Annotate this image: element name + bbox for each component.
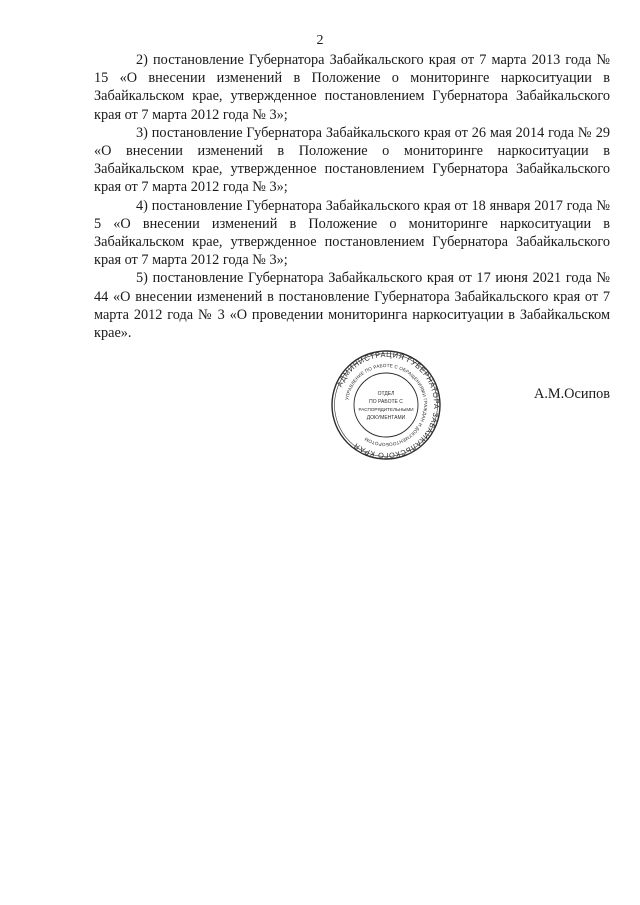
list-item: 3) постановление Губернатора Забайкальского края от 26 мая 2014 года № 29 «О внесении изменений в Положение о мониторинге наркоситуации в Забайкальском крае, утвержденное постановлением Губернатора Забайкальского края от 7 марта 2012 года № 3»; [94,124,610,196]
stamp-outer-text: АДМИНИСТРАЦИЯ ГУБЕРНАТОРА ЗАБАЙКАЛЬСКОГО КРАЯ [334,349,442,461]
list-item: 2) постановление Губернатора Забайкальского края от 7 марта 2013 года № 15 «О внесении изменений в Положение о мониторинге наркоситуации в Забайкальском крае, утвержденное постановлением Губернатора Забайкальского края от 7 марта 2012 года № 3»; [94,52,610,123]
svg-text:ДОКУМЕНТАМИ: ДОКУМЕНТАМИ [366,415,406,421]
svg-text:РАСПОРЯДИТЕЛЬНЫМИ: РАСПОРЯДИТЕЛЬНЫМИ [358,407,414,412]
stamp-inner-text: УПРАВЛЕНИЕ ПО РАБОТЕ С ОБРАЩЕНИЯМИ ГРАЖДАН И ДОКУМЕНТООБОРОТОМ [344,362,429,448]
document-body [94,51,610,342]
list-item: 4) постановление Губернатора Забайкальского края от 18 января 2017 года № 5 «О внесении изменений в Положение о мониторинге наркоситуации в Забайкальском крае, утвержденное постановлением Губернатора Забайкальского края от 7 марта 2012 года № 3»; [94,197,610,269]
stamp-center-text [358,391,413,421]
official-stamp [330,349,442,461]
stamp-center-ring [354,373,418,437]
page-number: 2 [316,33,324,48]
svg-text:ОТДЕЛ: ОТДЕЛ [377,391,395,397]
signatory-name: А.М.Осипов [534,386,611,402]
list-item: 5) постановление Губернатора Забайкальского края от 17 июня 2021 года № 44 «О внесении изменений в постановление Губернатора Забайкальского края от 7 марта 2012 года № 3 «О проведении мониторинга наркоситуации в Забайкальском крае». [94,270,610,342]
svg-text:ПО РАБОТЕ С: ПО РАБОТЕ С [369,399,403,405]
